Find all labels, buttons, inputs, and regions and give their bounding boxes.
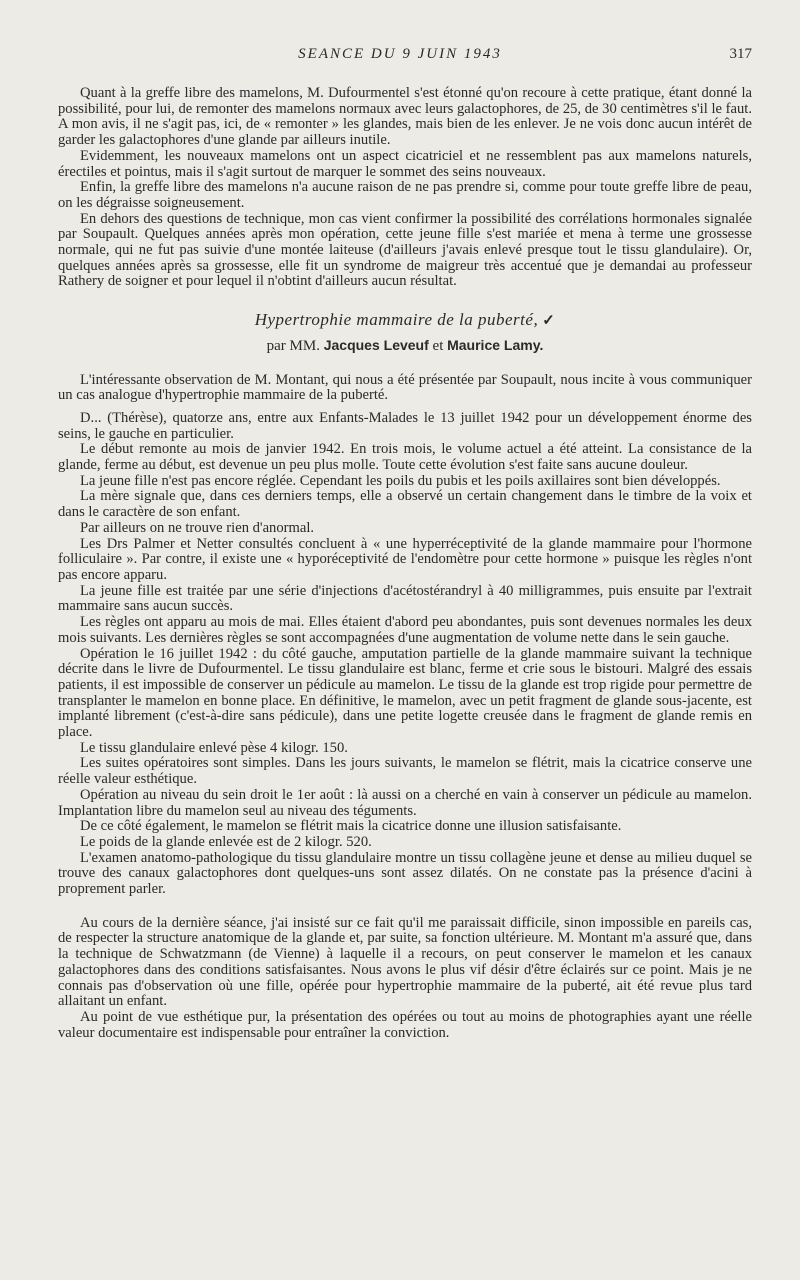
paragraph: La jeune fille n'est pas encore réglée. Cependant les poils du pubis et les poils axillaires sont bien développés. bbox=[80, 472, 721, 489]
paragraph: De ce côté également, le mamelon se flétrit mais la cicatrice donne une illusion satisfaisante. bbox=[80, 818, 622, 835]
paragraph: Opération le 16 juillet 1942 : du côté gauche, amputation partielle de la glande mammaire suivant la technique décrite dans le livre de Dufourmentel. Le tissu glandulaire est blanc, ferme et crie sous le bistouri. Malgré des essais patients, il est impossible de conserver un pédicule au mamelon. Le tissu de la glande est trop rigide pour permettre de transplanter le mamelon en bonne place. En définitive, le mamelon, avec un petit fragment de glande sous-jacente, est implanté librement (c'est-à-dire sans pédicule), dans une petite logette creusée dans le fragment de glande remis en place. bbox=[58, 645, 752, 741]
author-name: Maurice Lamy. bbox=[447, 336, 544, 353]
paragraph: Par ailleurs on ne trouve rien d'anormal. bbox=[80, 519, 315, 536]
article-authors bbox=[58, 338, 752, 355]
article-title bbox=[58, 312, 752, 330]
paragraph: Au cours de la dernière séance, j'ai insisté sur ce fait qu'il me paraissait difficile, sinon impossible en pareils cas, de respecter la structure anatomique de la glande et, par suite, sa fonction ultérieure. M. Montant m'a assuré que, dans la technique de Schwatzmann (de Vienne) à laquelle il a recours, on peut conserver le mamelon et les canaux galactophores dans des conditions satisfaisantes. Nous avons le plus vif désir d'être éclairés sur ce point. Mais je ne connais pas d'observation où une fille, opérée pour hypertrophie mammaire de la puberté, ait été revue plus tard allaitant un enfant. bbox=[58, 914, 752, 1010]
paragraph: Le début remonte au mois de janvier 1942. En trois mois, le volume actuel a été atteint. La consistance de la glande, ferme au début, est devenue un peu plus molle. Toute cette évolution s'est faite sans aucune douleur. bbox=[58, 441, 752, 474]
page-number: 317 bbox=[729, 46, 752, 62]
paragraph: Les règles ont apparu au mois de mai. Elles étaient d'abord peu abondantes, puis sont devenues normales les deux mois suivants. Les dernières règles se sont accompagnées d'une augmentation de volume nette dans le sein gauche. bbox=[58, 614, 752, 646]
page-header bbox=[0, 46, 800, 66]
page-body bbox=[58, 86, 752, 1041]
authors-prefix: par MM. bbox=[266, 337, 320, 354]
paragraph: Les suites opératoires sont simples. Dans les jours suivants, le mamelon se flétrit, mais la cicatrice conserve une réelle valeur esthétique. bbox=[58, 755, 752, 788]
paragraph: L'examen anatomo-pathologique du tissu glandulaire montre un tissu collagène jeune et dense au milieu duquel se trouve des canaux galactophores dont quelques-uns sont assez dilatés. On ne constate pas la présence d'acini à proprement parler. bbox=[58, 849, 752, 898]
paragraph: Opération au niveau du sein droit le 1er août : là aussi on a cherché en vain à conserver un pédicule au mamelon. Implantation libre du mamelon seul au niveau des téguments. bbox=[58, 786, 752, 819]
paragraph: Enfin, la greffe libre des mamelons n'a aucune raison de ne pas prendre si, comme pour toute greffe libre de peau, on les dégraisse soigneusement. bbox=[58, 179, 752, 211]
paragraph: La jeune fille est traitée par une série d'injections d'acétostérandryl à 40 milligrammes, puis ensuite par l'extrait mammaire sans aucun succès. bbox=[58, 582, 752, 615]
paragraph: Quant à la greffe libre des mamelons, M. Dufourmentel s'est étonné qu'on recoure à cette pratique, étant donné la possibilité, pour lui, de remonter des mamelons normaux avec leurs galactophores, de 25, de 30 centimètres s'il le faut. A mon avis, il ne s'agit pas, ici, de « remonter » les glandes, mais bien de les enlever. Je ne vois donc aucun intérêt de garder les galactophores d'une glande par ailleurs inutile. bbox=[58, 85, 752, 149]
paragraph: En dehors des questions de technique, mon cas vient confirmer la possibilité des corrélations hormonales signalée par Soupault. Quelques années après mon opération, cette jeune fille s'est mariée et mena à terme une grossesse normale, qui ne fut pas suivie d'une montée laiteuse (d'ailleurs j'avais enlevé presque tout le tissu glandulaire). Or, quelques années après sa grossesse, elle fit un syndrome de maigreur très accentué que je demandai au professeur Rathery de soigner et pour lequel il n'obtint d'ailleurs aucun résultat. bbox=[58, 210, 752, 290]
paragraph: Les Drs Palmer et Netter consultés concluent à « une hyperréceptivité de la glande mammaire pour l'hormone folliculaire ». Par contre, il existe une « hyporéceptivité de l'endomètre pour cette hormone » puisque les règles n'ont pas encore apparu. bbox=[58, 535, 752, 583]
paragraph: D... (Thérèse), quatorze ans, entre aux Enfants-Malades le 13 juillet 1942 pour un développement énorme des seins, le gauche en particulier. bbox=[58, 409, 752, 442]
authors-conjunction: et bbox=[432, 337, 444, 354]
author-name: Jacques Leveuf bbox=[323, 336, 429, 353]
article-title-text: Hypertrophie mammaire de la puberté, bbox=[254, 310, 539, 330]
paragraph: Le tissu glandulaire enlevé pèse 4 kilogr. 150. bbox=[80, 739, 348, 756]
running-title: SEANCE DU 9 JUIN 1943 bbox=[298, 46, 502, 62]
paragraph: Au point de vue esthétique pur, la présentation des opérées ou tout au moins de photographies ayant une réelle valeur documentaire est indispensable pour entraîner la conviction. bbox=[58, 1008, 752, 1041]
paragraph: Evidemment, les nouveaux mamelons ont un aspect cicatriciel et ne ressemblent pas aux mamelons naturels, érectiles et pointus, mais il s'agit surtout de marquer le sommet des seins nouveaux. bbox=[58, 147, 752, 180]
lead-paragraph: L'intéressante observation de M. Montant, qui nous a été présentée par Soupault, nous incite à vous communiquer un cas analogue d'hypertrophie mammaire de la puberté. bbox=[58, 371, 752, 404]
paragraph: Le poids de la glande enlevée est de 2 kilogr. 520. bbox=[80, 833, 372, 850]
check-mark-icon: ✓ bbox=[542, 313, 556, 330]
paragraph: La mère signale que, dans ces derniers temps, elle a observé un certain changement dans le timbre de la voix et dans le caractère de son enfant. bbox=[58, 488, 752, 521]
